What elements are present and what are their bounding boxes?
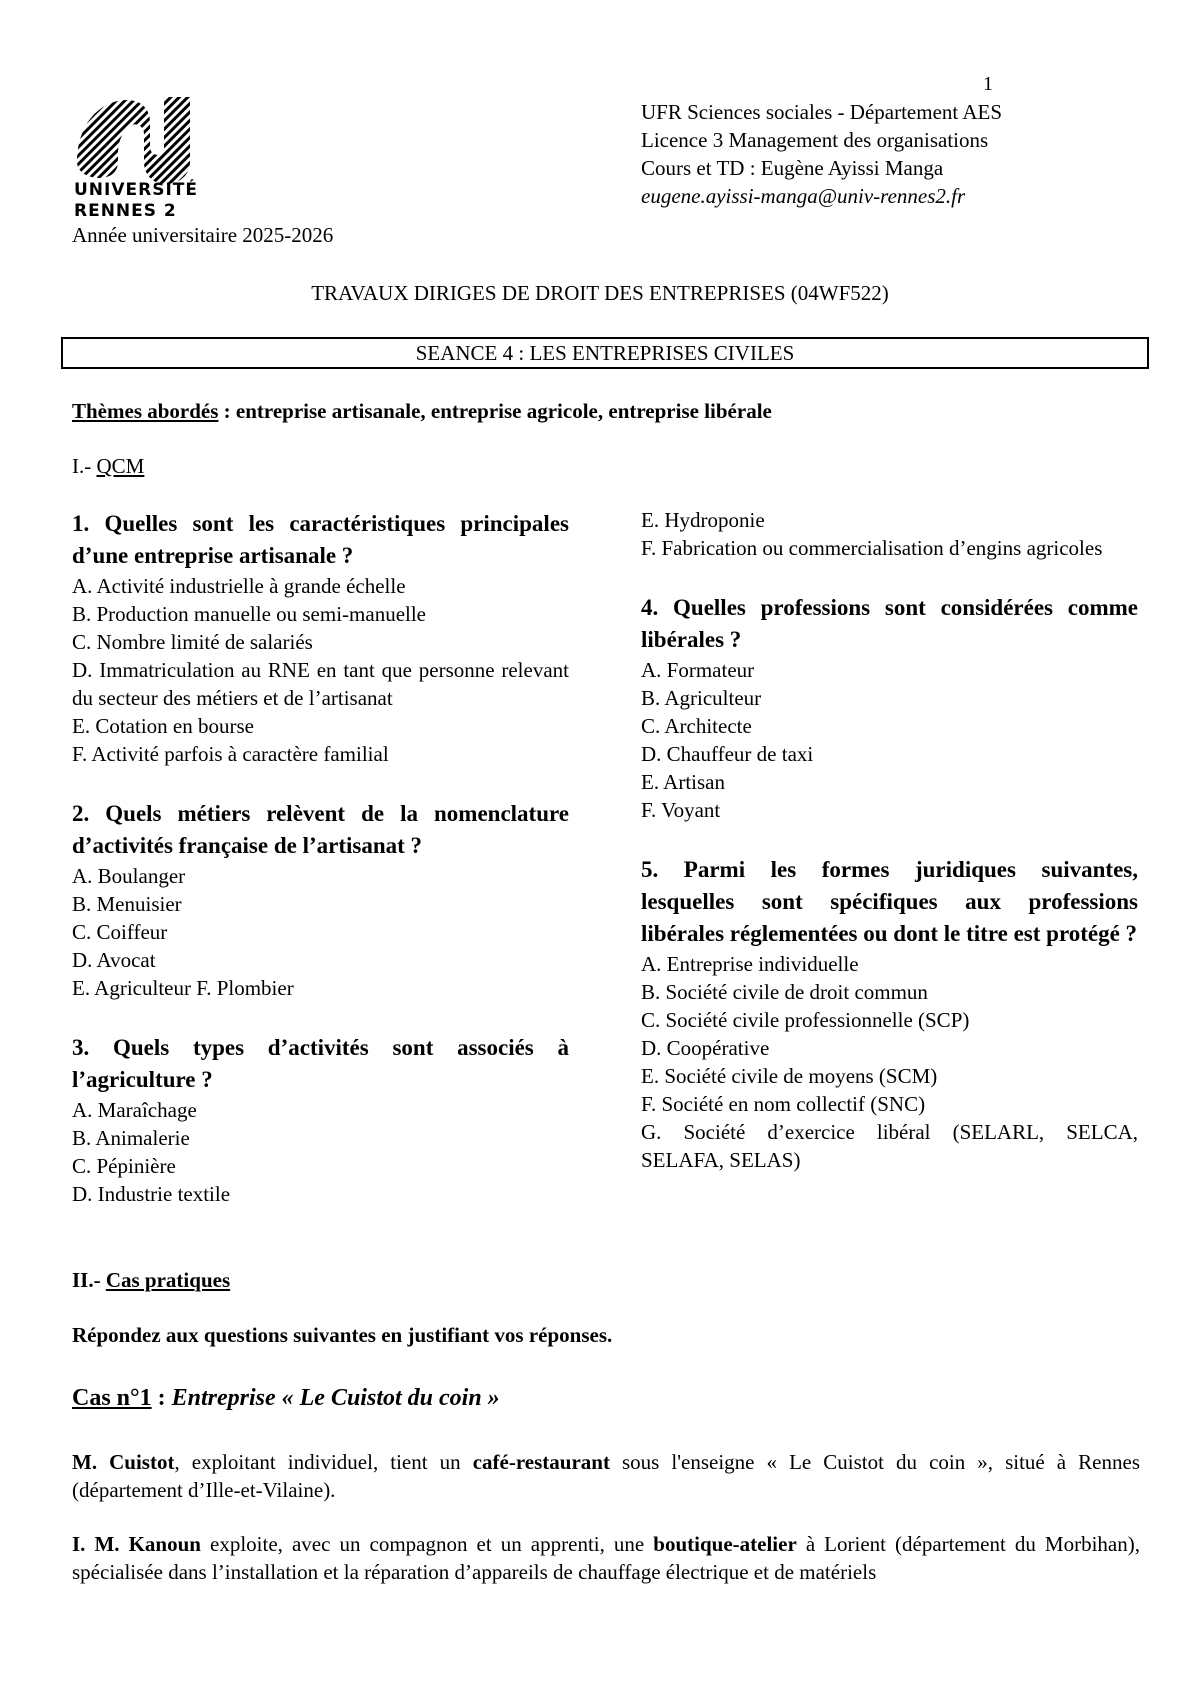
question-4-option: E. Artisan — [641, 770, 725, 794]
header-email: eugene.ayissi-manga@univ-rennes2.fr — [641, 184, 966, 208]
question-3-option: A. Maraîchage — [72, 1098, 197, 1122]
question-3-option: B. Animalerie — [72, 1126, 190, 1150]
question-1-option: C. Nombre limité de salariés — [72, 630, 313, 654]
header-line-teacher: Cours et TD : Eugène Ayissi Manga — [641, 156, 944, 180]
question-5-option: A. Entreprise individuelle — [641, 952, 859, 976]
question-2-option: C. Coiffeur — [72, 920, 168, 944]
header-line-ufr: UFR Sciences sociales - Département AES — [641, 100, 1002, 124]
question-3-title: 3. Quels types d’activités sont associés à l’agriculture ? — [72, 1035, 569, 1092]
question-1-option: A. Activité industrielle à grande échelle — [72, 574, 406, 598]
themes-text: : entreprise artisanale, entreprise agricole, entreprise libérale — [218, 399, 772, 423]
question-3-option: C. Pépinière — [72, 1154, 176, 1178]
academic-year: Année universitaire 2025-2026 — [72, 223, 334, 247]
column-left — [72, 508, 569, 1208]
question-3-option: D. Industrie textile — [72, 1182, 231, 1206]
header-info — [641, 98, 1002, 210]
section-heading-qcm: I.- QCM — [72, 454, 145, 478]
question-3-option: F. Fabrication ou commercialisation d’engins agricoles — [641, 536, 1103, 560]
question-2-option: B. Menuisier — [72, 892, 182, 916]
question-2-option: A. Boulanger — [72, 864, 186, 888]
question-3-option: E. Hydroponie — [641, 508, 765, 532]
instruction: Répondez aux questions suivantes en justifiant vos réponses. — [72, 1323, 613, 1347]
question-5-title: 5. Parmi les formes juridiques suivantes, lesquelles sont spécifiques aux professions libérales réglementées ou dont le titre est protégé ? — [641, 857, 1138, 946]
question-1-option: F. Activité parfois à caractère familial — [72, 742, 389, 766]
question-5-option: G. Société d’exercice libéral (SELARL, SELCA, SELAFA, SELAS) — [641, 1120, 1138, 1172]
case-1-paragraph-1: M. Cuistot, exploitant individuel, tient un café-restaurant sous l'enseigne « Le Cuistot du coin », situé à Rennes (département d’Ille-et-Vilaine). — [72, 1450, 1140, 1502]
question-4-option: D. Chauffeur de taxi — [641, 742, 814, 766]
column-right — [641, 506, 1138, 1174]
question-4-option: A. Formateur — [641, 658, 755, 682]
section-heading-cases: II.- Cas pratiques — [72, 1268, 231, 1292]
university-logo-text: UNIVERSITÉ RENNES 2 — [74, 180, 198, 221]
question-2-option: E. Agriculteur F. Plombier — [72, 976, 294, 1000]
question-1-option: B. Production manuelle ou semi-manuelle — [72, 602, 427, 626]
question-2-title: 2. Quels métiers relèvent de la nomenclature d’activités française de l’artisanat ? — [72, 801, 569, 858]
question-5-option: D. Coopérative — [641, 1036, 770, 1060]
question-4-option: C. Architecte — [641, 714, 752, 738]
session-title-box: SEANCE 4 : LES ENTREPRISES CIVILES — [61, 337, 1149, 369]
themes — [72, 397, 772, 425]
question-5-option: B. Société civile de droit commun — [641, 980, 928, 1004]
question-1-option: E. Cotation en bourse — [72, 714, 254, 738]
case-1-title: Cas n°1 : Entreprise « Le Cuistot du coin » — [72, 1385, 500, 1411]
case-1-paragraph-2: I. M. Kanoun exploite, avec un compagnon et un apprenti, une boutique-atelier à Lorient (département du Morbihan), spécialisée dans l’installation et la réparation d’appareils de chauffage électrique et de matériels — [72, 1532, 1140, 1584]
document-title: TRAVAUX DIRIGES DE DROIT DES ENTREPRISES (04WF522) — [311, 281, 889, 305]
question-4-option: F. Voyant — [641, 798, 721, 822]
question-1-option: D. Immatriculation au RNE en tant que personne relevant du secteur des métiers et de l’artisanat — [72, 658, 569, 710]
question-5-option: C. Société civile professionnelle (SCP) — [641, 1008, 970, 1032]
question-5-option: E. Société civile de moyens (SCM) — [641, 1064, 938, 1088]
page-number: 1 — [983, 73, 993, 95]
question-4-title: 4. Quelles professions sont considérées comme libérales ? — [641, 595, 1138, 652]
question-2-option: D. Avocat — [72, 948, 156, 972]
themes-label: Thèmes abordés — [72, 399, 219, 423]
question-5-option: F. Société en nom collectif (SNC) — [641, 1092, 926, 1116]
question-1-title: 1. Quelles sont les caractéristiques principales d’une entreprise artisanale ? — [72, 511, 569, 568]
header-line-licence: Licence 3 Management des organisations — [641, 128, 989, 152]
question-4-option: B. Agriculteur — [641, 686, 762, 710]
